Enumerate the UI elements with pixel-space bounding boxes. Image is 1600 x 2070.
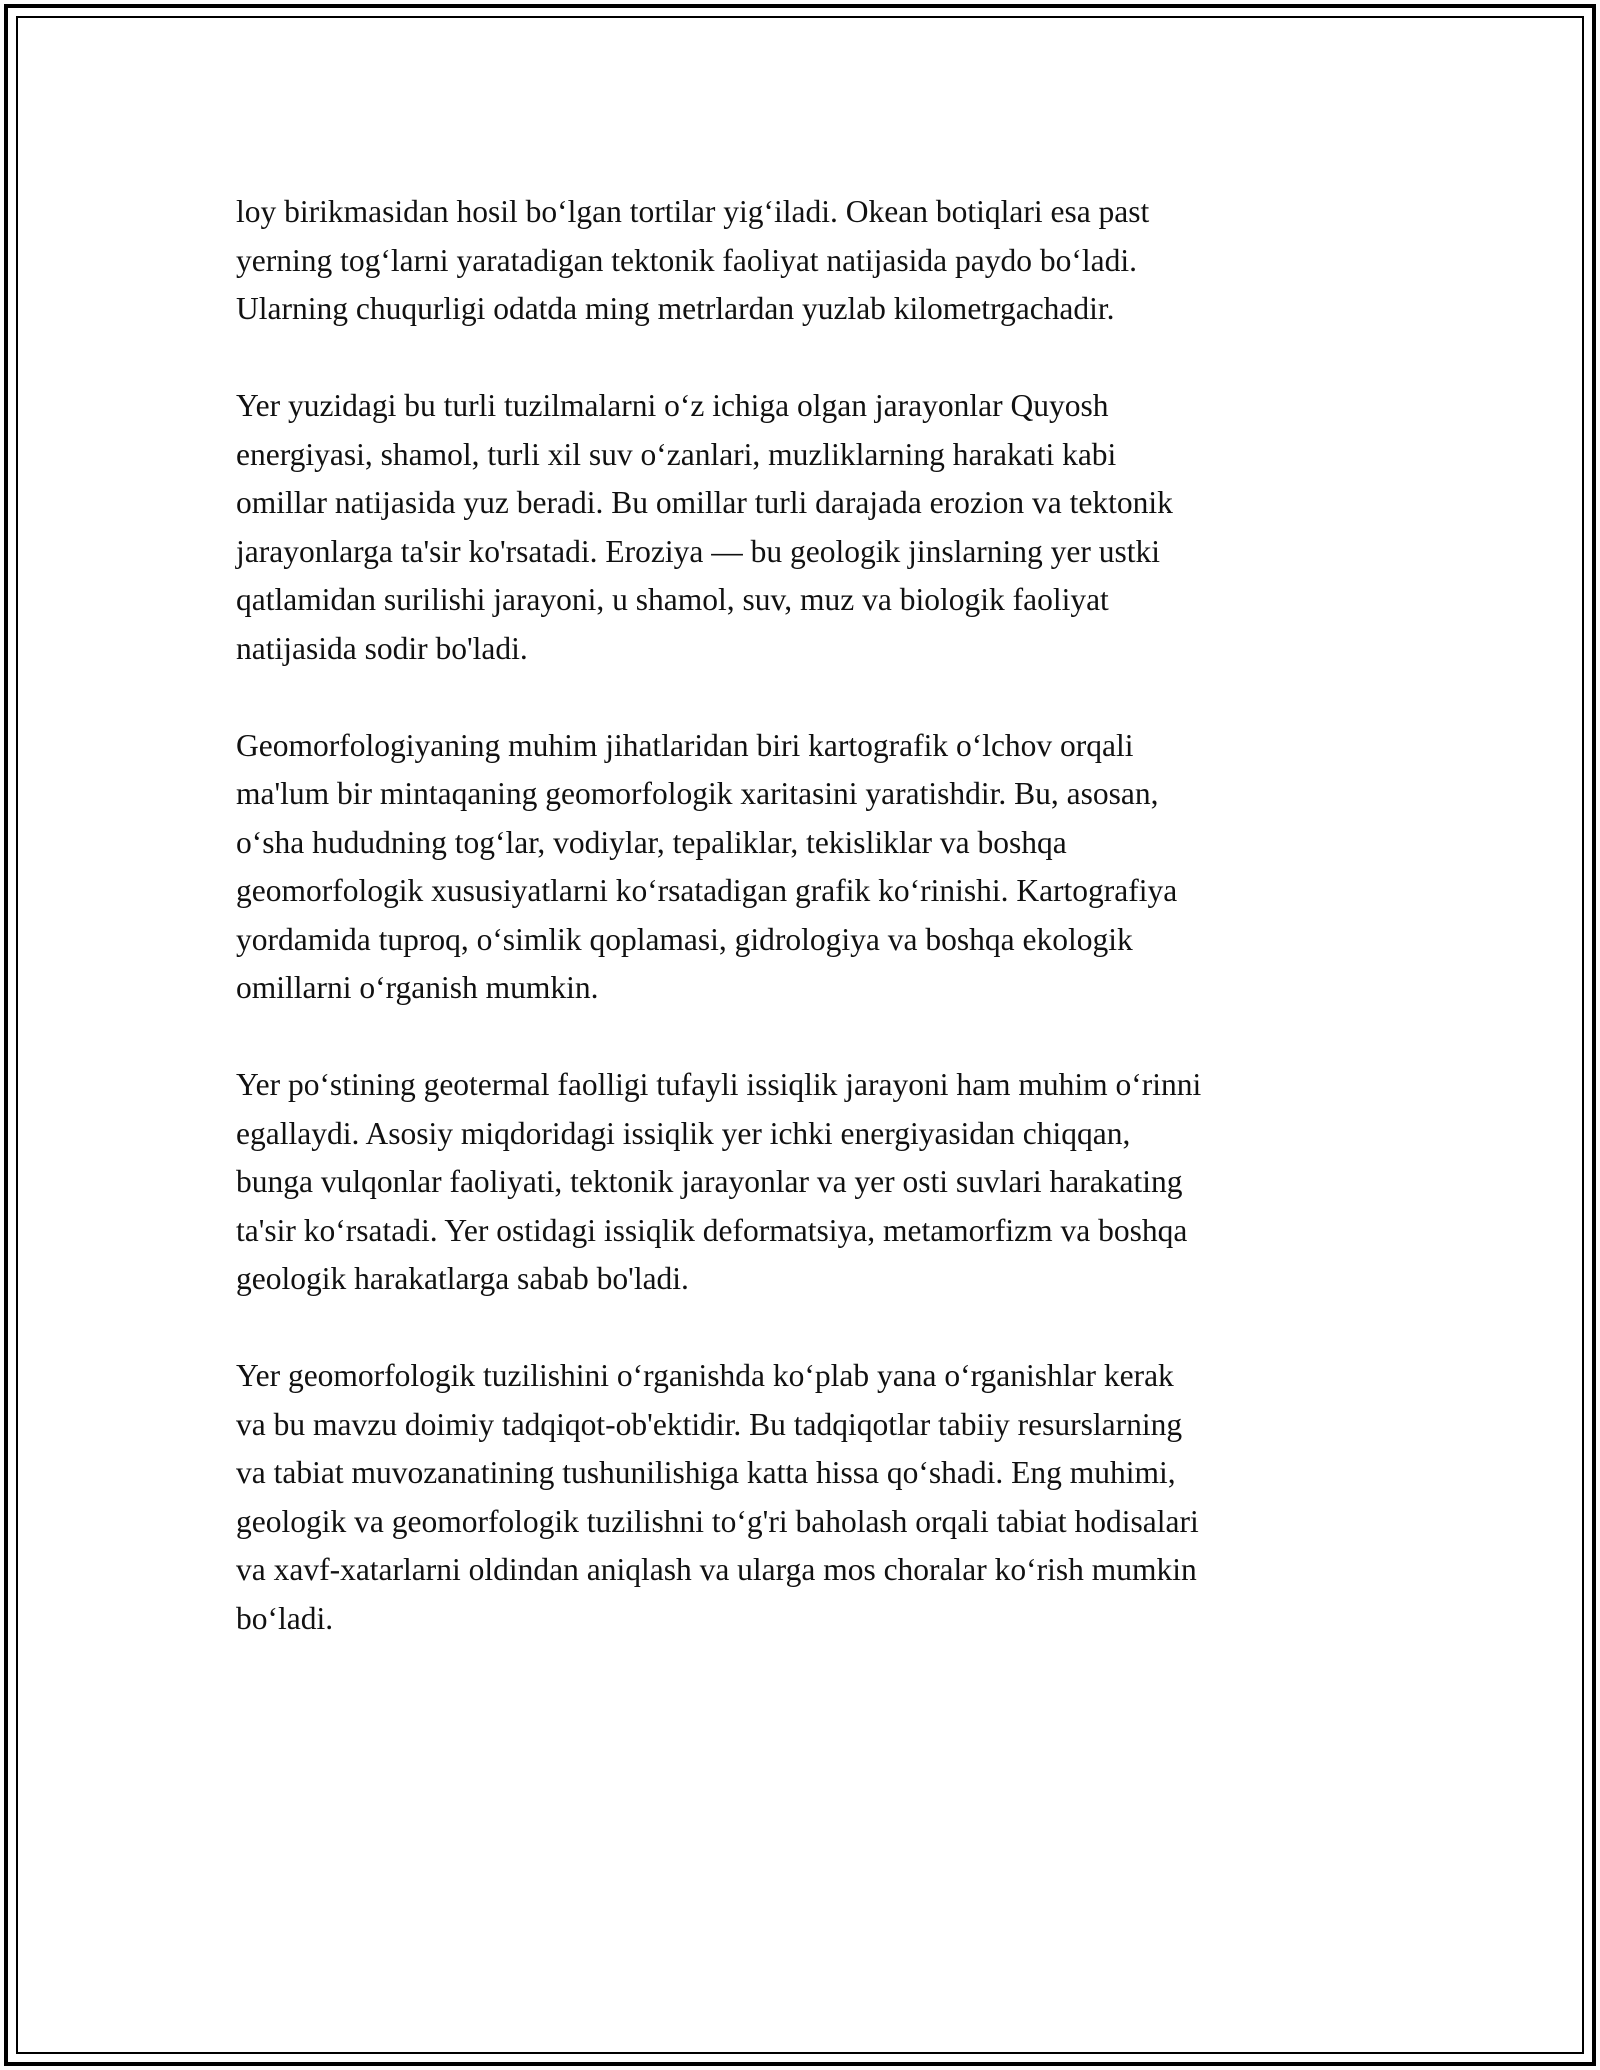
paragraph: Yer yuzidagi bu turli tuzilmalarni o‘z ichiga olgan jarayonlar Quyosh energiyasi, shamol, turli xil suv o‘zanlari, muzliklarning harakati kabi omillar natijasida yuz beradi. Bu omillar turli darajada erozion va tektonik jarayonlarga ta'sir ko'rsatadi. Eroziya — bu geologik jinslarning yer ustki qatlamidan surilishi jarayoni, u shamol, suv, muz va biologik faoliyat natijasida sodir bo'ladi. (236, 388, 1173, 666)
document-body (236, 188, 1386, 1692)
paragraph: Geomorfologiyaning muhim jihatlaridan biri kartografik o‘lchov orqali ma'lum bir mintaqaning geomorfologik xaritasini yaratishdir. Bu, asosan, o‘sha hududning tog‘lar, vodiylar, tepaliklar, tekisliklar va boshqa geomorfologik xususiyatlarni ko‘rsatadigan grafik ko‘rinishi. Kartografiya yordamida tuproq, o‘simlik qoplamasi, gidrologiya va boshqa ekologik omillarni o‘rganish mumkin. (236, 727, 1178, 1005)
paragraph: Yer po‘stining geotermal faolligi tufayli issiqlik jarayoni ham muhim o‘rinni egallaydi. Asosiy miqdoridagi issiqlik yer ichki energiyasidan chiqqan, bunga vulqonlar faoliyati, tektonik jarayonlar va yer osti suvlari harakating ta'sir ko‘rsatadi. Yer ostidagi issiqlik deformatsiya, metamorfizm va boshqa geologik harakatlarga sabab bo'ladi. (236, 1067, 1202, 1296)
paragraph: Yer geomorfologik tuzilishini o‘rganishda ko‘plab yana o‘rganishlar kerak va bu mavzu doimiy tadqiqot-ob'ektidir. Bu tadqiqotlar tabiiy resurslarning va tabiat muvozanatining tushunilishiga katta hissa qo‘shadi. Eng muhimi, geologik va geomorfologik tuzilishni to‘g'ri baholash orqali tabiat hodisalari va xavf-xatarlarni oldindan aniqlash va ularga mos choralar ko‘rish mumkin bo‘ladi. (236, 1358, 1199, 1636)
paragraph: loy birikmasidan hosil bo‘lgan tortilar yig‘iladi. Okean botiqlari esa past yerning tog‘larni yaratadigan tektonik faoliyat natijasida paydo bo‘ladi. Ularning chuqurligi odatda ming metrlardan yuzlab kilometrgachadir. (236, 194, 1150, 326)
